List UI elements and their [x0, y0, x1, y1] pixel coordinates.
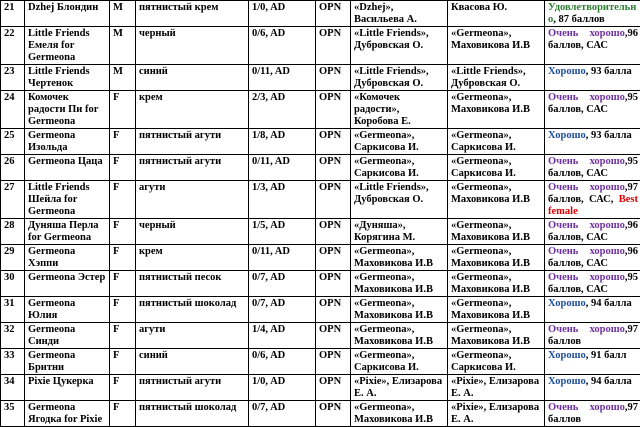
result-cell — [545, 323, 640, 349]
table-row — [1, 65, 640, 91]
table-row — [1, 271, 640, 297]
sex-cell: F — [110, 401, 136, 427]
breeder-cell: «Germeona», Маховикова И.В — [351, 323, 448, 349]
animal-name-cell: Germeona Синди — [25, 323, 110, 349]
class-type-cell: OPN — [316, 375, 351, 401]
age-class-cell: 1/3, AD — [249, 181, 316, 219]
sex-cell: F — [110, 375, 136, 401]
sex-cell: F — [110, 155, 136, 181]
result-text: , 91 балл — [586, 350, 627, 361]
table-row — [1, 155, 640, 181]
score-value: 97 — [628, 182, 639, 194]
breeder-cell: «Germeona», Саркисова И. — [351, 349, 448, 375]
result-cell — [545, 401, 640, 427]
breeder-cell: «Little Friends», Дубровская О. — [351, 65, 448, 91]
table-row — [1, 401, 640, 427]
result-text: Очень хорошо — [548, 92, 625, 103]
score-value: 97 — [628, 402, 639, 414]
animal-name-cell: Germeona Изольда — [25, 129, 110, 155]
breeder-cell: «Germeona», Саркисова И. — [351, 129, 448, 155]
score-value: 95 — [628, 156, 639, 168]
animal-name-cell: Дуняша Перла for Germeona — [25, 219, 110, 245]
score-value: 95 — [628, 92, 639, 104]
row-number-cell: 25 — [1, 129, 25, 155]
class-type-cell: OPN — [316, 297, 351, 323]
animal-name-cell: Little Friends Чертенок — [25, 65, 110, 91]
row-number-cell: 26 — [1, 155, 25, 181]
age-class-cell: 0/11, AD — [249, 245, 316, 271]
row-number-cell: 24 — [1, 91, 25, 129]
age-class-cell: 1/5, AD — [249, 219, 316, 245]
result-text: , 93 балла — [586, 66, 632, 77]
sex-cell: M — [110, 27, 136, 65]
table-row — [1, 181, 640, 219]
row-number-cell: 28 — [1, 219, 25, 245]
age-class-cell: 0/7, AD — [249, 401, 316, 427]
age-class-cell: 1/0, AD — [249, 1, 316, 27]
result-text: Очень хорошо — [548, 324, 625, 335]
result-cell — [545, 245, 640, 271]
score-value: 96 — [628, 220, 639, 232]
owner-cell: «Germeona», Саркисова И. — [448, 155, 545, 181]
result-text: , баллов, САС — [548, 272, 628, 295]
breeder-cell: «Germeona», Маховикова И.В — [351, 245, 448, 271]
result-cell — [545, 271, 640, 297]
result-text: , 93 балла — [586, 130, 632, 141]
result-cell — [545, 1, 640, 27]
class-type-cell: OPN — [316, 219, 351, 245]
result-text: Хорошо — [548, 130, 586, 141]
table-row — [1, 219, 640, 245]
coat-color-cell: агути — [136, 323, 249, 349]
class-type-cell: OPN — [316, 65, 351, 91]
table-row — [1, 297, 640, 323]
sex-cell: F — [110, 219, 136, 245]
coat-color-cell: синий — [136, 65, 249, 91]
row-number-cell: 32 — [1, 323, 25, 349]
class-type-cell: OPN — [316, 91, 351, 129]
owner-cell: «Little Friends», Дубровская О. — [448, 65, 545, 91]
result-text: , баллов — [548, 324, 628, 347]
owner-cell: «Germeona», Маховикова И.В — [448, 27, 545, 65]
result-text: Удовлетворительно — [548, 2, 636, 25]
result-text: Best female — [548, 194, 638, 217]
table-row — [1, 349, 640, 375]
owner-cell: «Pixie», Елизарова Е. А. — [448, 401, 545, 427]
result-cell — [545, 27, 640, 65]
class-type-cell: OPN — [316, 27, 351, 65]
result-text: Очень хорошо — [548, 182, 625, 193]
age-class-cell: 2/3, AD — [249, 91, 316, 129]
animal-name-cell: Germeona Бритни — [25, 349, 110, 375]
result-cell — [545, 181, 640, 219]
coat-color-cell: черный — [136, 219, 249, 245]
score-value: 96 — [628, 28, 639, 40]
owner-cell: «Pixie», Елизарова Е. А. — [448, 375, 545, 401]
result-text: , баллов, САС — [548, 28, 628, 51]
animal-name-cell: Germeona Ягодка for Pixie — [25, 401, 110, 427]
score-value: 96 — [628, 246, 639, 258]
coat-color-cell: крем — [136, 245, 249, 271]
owner-cell: «Germeona», Саркисова И. — [448, 129, 545, 155]
result-cell — [545, 129, 640, 155]
animal-name-cell: Germeona Эстер — [25, 271, 110, 297]
row-number-cell: 21 — [1, 1, 25, 27]
coat-color-cell: пятнистый шоколад — [136, 297, 249, 323]
class-type-cell: OPN — [316, 271, 351, 297]
row-number-cell: 27 — [1, 181, 25, 219]
row-number-cell: 22 — [1, 27, 25, 65]
owner-cell: «Germeona», Маховикова И.В — [448, 297, 545, 323]
result-cell — [545, 219, 640, 245]
result-text: , 94 балла — [586, 298, 632, 309]
owner-cell: «Germeona», Маховикова И.В — [448, 181, 545, 219]
coat-color-cell: пятнистый шоколад — [136, 401, 249, 427]
class-type-cell: OPN — [316, 181, 351, 219]
result-cell — [545, 91, 640, 129]
breeder-cell: «Комочек радости», Коробова Е. — [351, 91, 448, 129]
class-type-cell: OPN — [316, 129, 351, 155]
coat-color-cell: пятнистый агути — [136, 129, 249, 155]
result-text: Хорошо — [548, 298, 586, 309]
age-class-cell: 0/11, AD — [249, 65, 316, 91]
breeder-cell: «Germeona», Маховикова И.В — [351, 271, 448, 297]
breeder-cell: «Dzhej», Васильева А. — [351, 1, 448, 27]
coat-color-cell: пятнистый агути — [136, 155, 249, 181]
result-cell — [545, 65, 640, 91]
coat-color-cell: крем — [136, 91, 249, 129]
owner-cell: «Germeona», Маховикова И.В — [448, 219, 545, 245]
sex-cell: F — [110, 91, 136, 129]
result-cell — [545, 349, 640, 375]
coat-color-cell: пятнистый крем — [136, 1, 249, 27]
animal-name-cell: Little Friends Емеля for Germeona — [25, 27, 110, 65]
score-value: 97 — [628, 324, 639, 336]
animal-name-cell: Комочек радости Пи for Germeona — [25, 91, 110, 129]
result-text: Хорошо — [548, 350, 586, 361]
result-text: , баллов, САС — [548, 246, 628, 269]
result-text: Очень хорошо — [548, 28, 625, 39]
sex-cell: M — [110, 65, 136, 91]
table-row — [1, 1, 640, 27]
age-class-cell: 0/7, AD — [249, 297, 316, 323]
result-text: Очень хорошо — [548, 156, 625, 167]
result-text: Хорошо — [548, 66, 586, 77]
result-cell — [545, 297, 640, 323]
owner-cell: «Germeona», Маховикова И.В — [448, 91, 545, 129]
breeder-cell: «Дуняша», Корягина М. — [351, 219, 448, 245]
sex-cell: F — [110, 349, 136, 375]
owner-cell: Квасова Ю. — [448, 1, 545, 27]
age-class-cell: 0/11, AD — [249, 155, 316, 181]
breeder-cell: «Pixie», Елизарова Е. А. — [351, 375, 448, 401]
age-class-cell: 1/0, AD — [249, 375, 316, 401]
age-class-cell: 1/4, AD — [249, 323, 316, 349]
row-number-cell: 29 — [1, 245, 25, 271]
coat-color-cell: агути — [136, 181, 249, 219]
table-row — [1, 91, 640, 129]
breeder-cell: «Little Friends», Дубровская О. — [351, 181, 448, 219]
class-type-cell: OPN — [316, 323, 351, 349]
class-type-cell: OPN — [316, 155, 351, 181]
age-class-cell: 1/8, AD — [249, 129, 316, 155]
sex-cell: F — [110, 271, 136, 297]
score-value: 95 — [628, 272, 639, 284]
owner-cell: «Germeona», Маховикова И.В — [448, 271, 545, 297]
sex-cell: F — [110, 323, 136, 349]
animal-name-cell: Germeona Цаца — [25, 155, 110, 181]
breeder-cell: «Little Friends», Дубровская О. — [351, 27, 448, 65]
animal-name-cell: Dzhej Блондин — [25, 1, 110, 27]
result-cell — [545, 375, 640, 401]
table-row — [1, 375, 640, 401]
result-text: Хорошо — [548, 376, 586, 387]
animal-name-cell: Pixie Цукерка — [25, 375, 110, 401]
result-text: , баллов, САС, — [548, 182, 628, 205]
class-type-cell: OPN — [316, 401, 351, 427]
breeder-cell: «Germeona», Маховикова И.В — [351, 297, 448, 323]
coat-color-cell: пятнистый песок — [136, 271, 249, 297]
result-text: , 94 балла — [586, 376, 632, 387]
class-type-cell: OPN — [316, 349, 351, 375]
results-table-body — [1, 1, 640, 427]
table-row — [1, 245, 640, 271]
animal-name-cell: Little Friends Шейла for Germeona — [25, 181, 110, 219]
owner-cell: «Germeona», Маховикова И.В — [448, 245, 545, 271]
result-text: Очень хорошо — [548, 246, 625, 257]
row-number-cell: 34 — [1, 375, 25, 401]
result-text: , баллов — [548, 402, 628, 425]
row-number-cell: 30 — [1, 271, 25, 297]
sex-cell: F — [110, 181, 136, 219]
row-number-cell: 35 — [1, 401, 25, 427]
result-text: Очень хорошо — [548, 272, 625, 283]
age-class-cell: 0/7, AD — [249, 271, 316, 297]
age-class-cell: 0/6, AD — [249, 27, 316, 65]
row-number-cell: 23 — [1, 65, 25, 91]
row-number-cell: 33 — [1, 349, 25, 375]
class-type-cell: OPN — [316, 1, 351, 27]
table-row — [1, 129, 640, 155]
coat-color-cell: синий — [136, 349, 249, 375]
coat-color-cell: пятнистый агути — [136, 375, 249, 401]
animal-name-cell: Germeona Юлия — [25, 297, 110, 323]
result-text: , баллов, САС — [548, 92, 628, 115]
breeder-cell: «Germeona», Маховикова И.В — [351, 401, 448, 427]
result-text: , 87 баллов — [553, 14, 604, 25]
age-class-cell: 0/6, AD — [249, 349, 316, 375]
coat-color-cell: черный — [136, 27, 249, 65]
sex-cell: F — [110, 245, 136, 271]
result-text: Очень хорошо — [548, 402, 625, 413]
class-type-cell: OPN — [316, 245, 351, 271]
result-text: , баллов, САС — [548, 156, 628, 179]
animal-name-cell: Germeona Хэппи — [25, 245, 110, 271]
result-text: Очень хорошо — [548, 220, 625, 231]
table-row — [1, 27, 640, 65]
owner-cell: «Germeona», Маховикова И.В — [448, 323, 545, 349]
breeder-cell: «Germeona», Саркисова И. — [351, 155, 448, 181]
row-number-cell: 31 — [1, 297, 25, 323]
table-row — [1, 323, 640, 349]
sex-cell: F — [110, 297, 136, 323]
sex-cell: M — [110, 1, 136, 27]
owner-cell: «Germeona», Саркисова И. — [448, 349, 545, 375]
result-text: , баллов, САС — [548, 220, 628, 243]
sex-cell: F — [110, 129, 136, 155]
result-cell — [545, 155, 640, 181]
